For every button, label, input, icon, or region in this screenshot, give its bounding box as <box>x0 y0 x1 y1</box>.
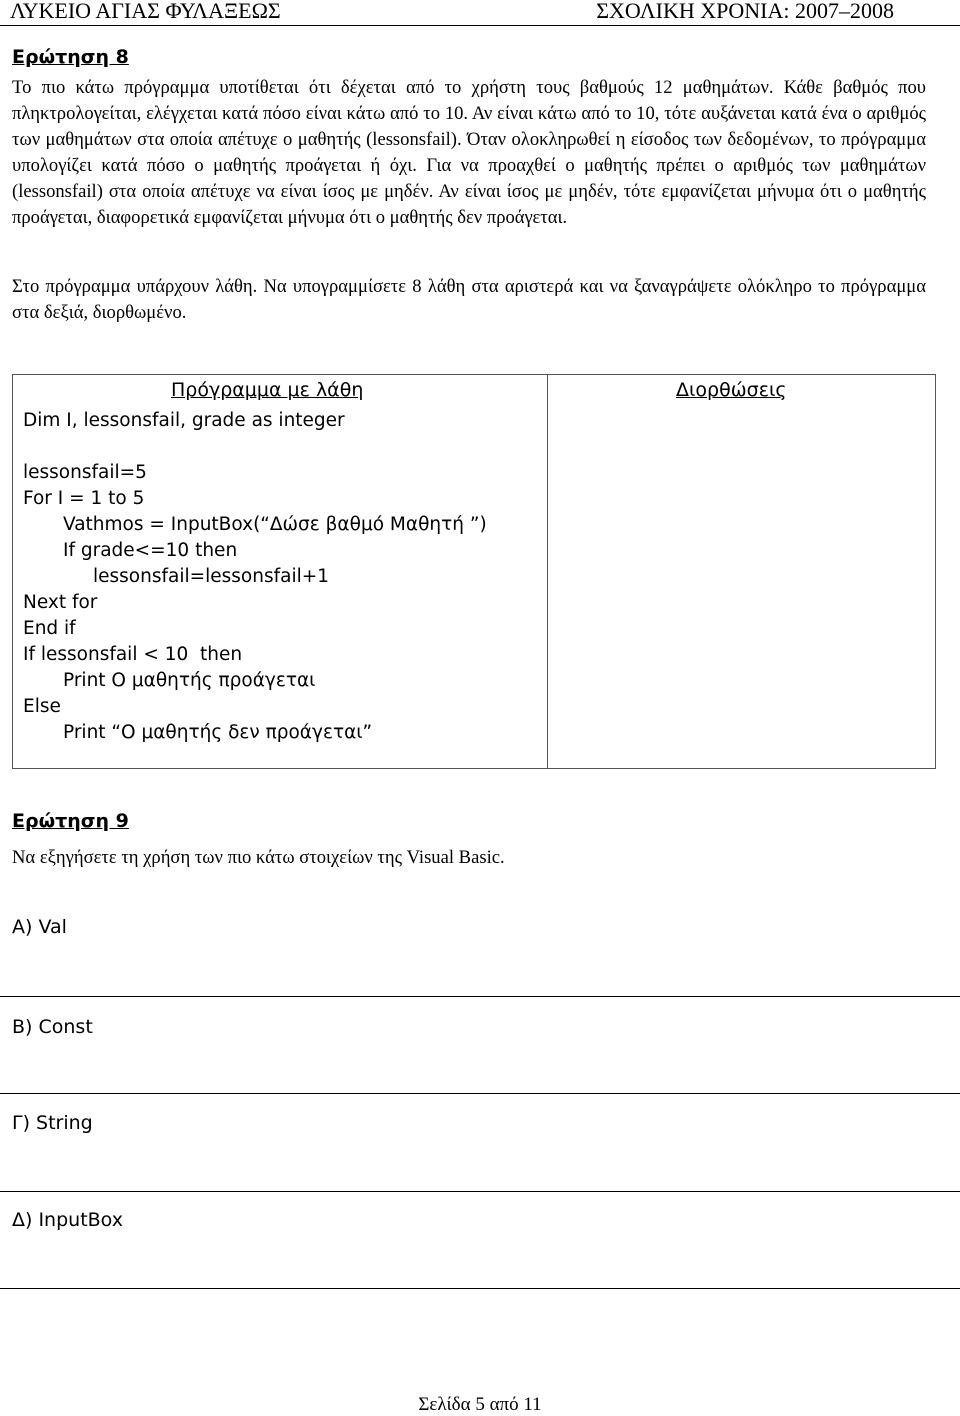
school-year: ΣΧΟΛΙΚΗ ΧΡΟΝΙΑ: 2007–2008 <box>596 0 894 23</box>
code-line: Dim I, lessonsfail, grade as integer <box>23 410 345 431</box>
table-divider <box>547 375 548 768</box>
code-line: Else <box>23 696 61 717</box>
code-line: lessonsfail=5 <box>23 462 147 483</box>
question-9-instruction: Να εξηγήσετε τη χρήση των πιο κάτω στοιχείων της Visual Basic. <box>12 847 505 868</box>
answer-line <box>0 1191 960 1192</box>
code-line: Print Ο μαθητής προάγεται <box>63 670 316 691</box>
item-inputbox: Δ) InputBox <box>12 1209 123 1231</box>
answer-line <box>0 1288 960 1289</box>
code-line: End if <box>23 618 76 639</box>
code-line: Vathmos = InputBox(“Δώσε βαθμό Μαθητή ”) <box>63 514 487 535</box>
page-header <box>0 0 960 26</box>
item-string: Γ) String <box>12 1112 93 1134</box>
header-program-with-errors: Πρόγραμμα με λάθη <box>171 379 364 401</box>
school-name: ΛΥΚΕΙΟ ΑΓΙΑΣ ΦΥΛΑΞΕΩΣ <box>10 0 281 23</box>
question-8-title: Ερώτηση 8 <box>12 46 129 68</box>
answer-line <box>0 1093 960 1094</box>
answer-line <box>0 996 960 997</box>
code-line: Next for <box>23 592 98 613</box>
page-number: Σελίδα 5 από 11 <box>418 1394 542 1415</box>
code-line: If lessonsfail < 10 then <box>23 644 243 665</box>
question-9-title: Ερώτηση 9 <box>12 810 129 832</box>
code-line: Print “Ο μαθητής δεν προάγεται” <box>63 722 373 743</box>
code-line: lessonsfail=lessonsfail+1 <box>93 566 329 587</box>
header-rule <box>0 25 960 26</box>
question-8-instruction: Στο πρόγραμμα υπάρχουν λάθη. Να υπογραμμίσετε 8 λάθη στα αριστερά και να ξαναγράψετε ολόκληρο το πρόγραμμα στα δεξιά, διορθωμένο. <box>12 276 926 323</box>
code-line: If grade<=10 then <box>63 540 238 561</box>
program-table <box>12 374 936 769</box>
code-line: For I = 1 to 5 <box>23 488 145 509</box>
item-const: Β) Const <box>12 1016 93 1038</box>
question-8-description: Το πιο κάτω πρόγραμμα υποτίθεται ότι δέχεται από το χρήστη τους βαθμούς 12 μαθημάτων. Κάθε βαθμός που πληκτρολογείται, ελέγχεται κατά πόσο είναι κάτω από το 10. Αν είναι κάτω από το 10, τότε αυξάνεται κατά ένα ο αριθμός των μαθημάτων στα οποία απέτυχε ο μαθητής (lessonsfail). Όταν ολοκληρωθεί η είσοδος των δεδομένων, το πρόγραμμα υπολογίζει κατά πόσο ο μαθητής προάγεται ή όχι. Για να προαχθεί ο μαθητής πρέπει ο αριθμός των μαθημάτων (lessonsfail) στα οποία απέτυχε να είναι ίσος με μηδέν. Αν είναι ίσος με μηδέν, τότε εμφανίζεται μήνυμα ότι ο μαθητής προάγεται, διαφορετικά εμφανίζεται μήνυμα ότι ο μαθητής δεν προάγεται. <box>12 77 926 228</box>
header-corrections: Διορθώσεις <box>676 379 787 401</box>
item-val: Α) Val <box>12 916 67 938</box>
